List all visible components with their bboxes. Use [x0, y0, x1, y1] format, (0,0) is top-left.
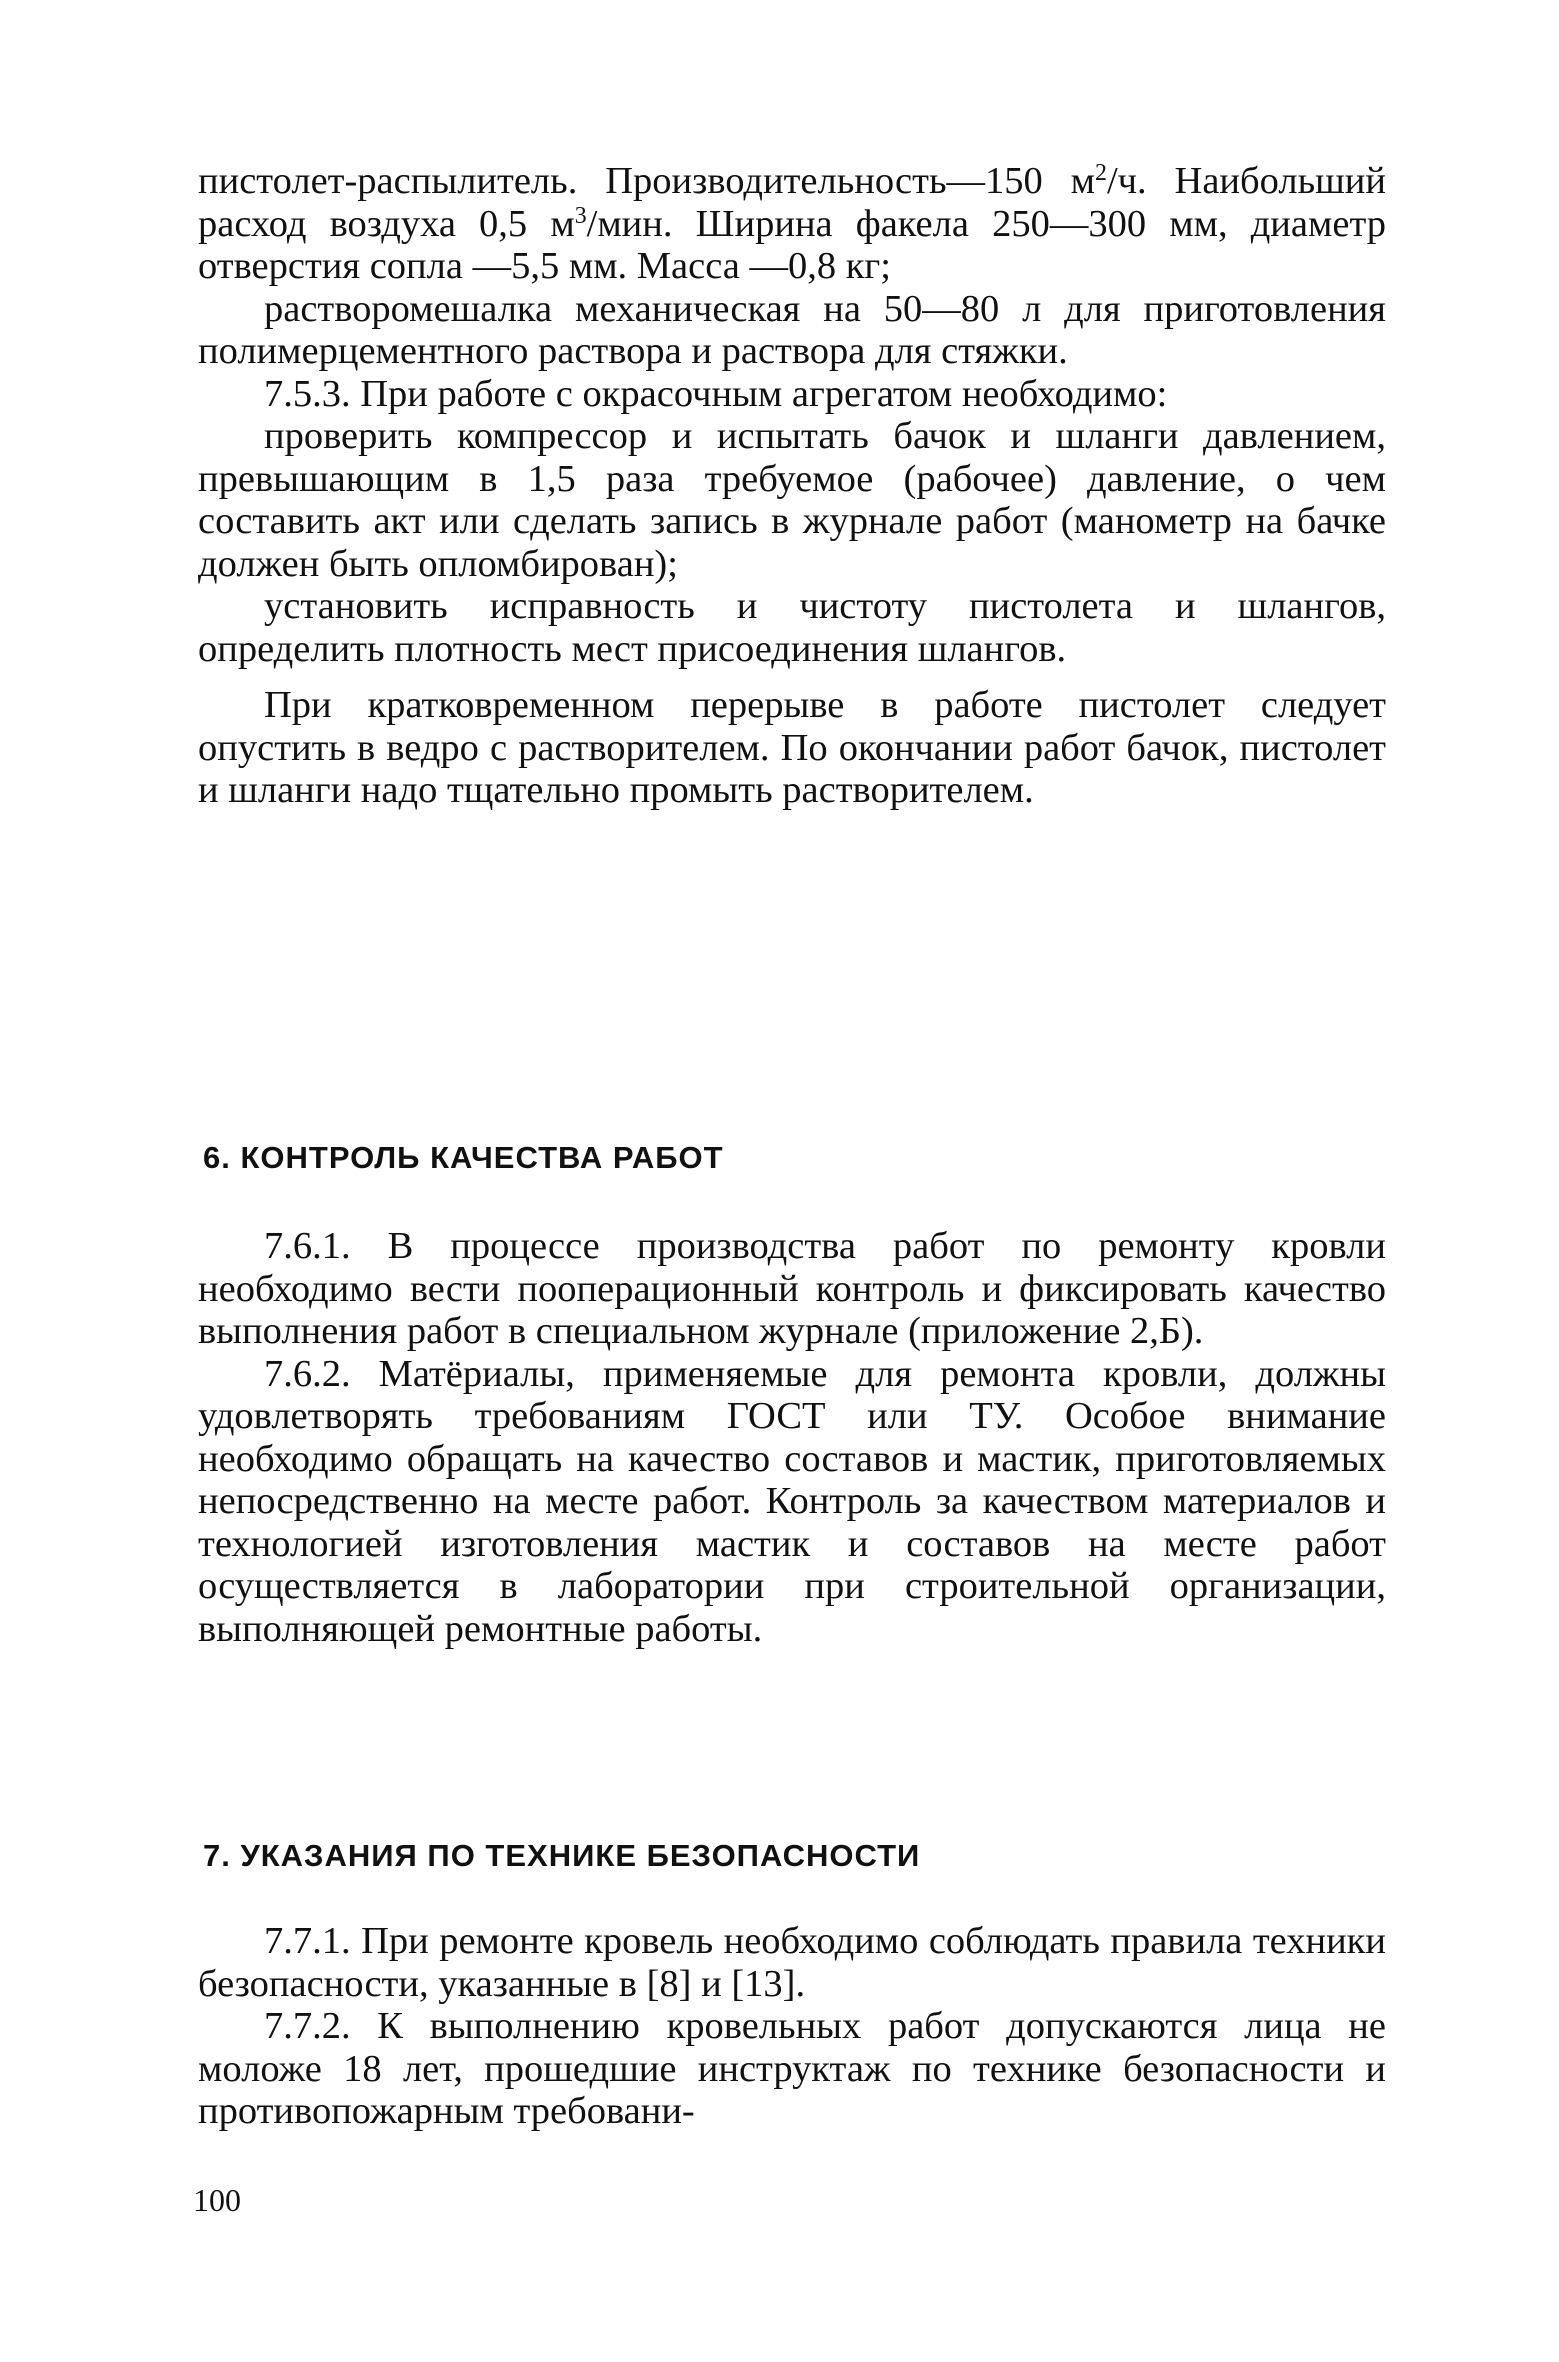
paragraph-check-pistol: установить исправность и чистоту пистолета и шлангов, определить плотность мест присоединения шлангов. — [198, 585, 1386, 670]
text-block-quality — [198, 1225, 1386, 1650]
page-number: 100 — [193, 2182, 241, 2218]
paragraph-mixer: растворомешалка механическая на 50—80 л для приготовления полимерцементного раствора и раствора для стяжки. — [198, 287, 1386, 372]
paragraph-7-7-1: 7.7.1. При ремонте кровель необходимо соблюдать правила техники безопасности, указанные в [8] и [13]. — [198, 1920, 1386, 2005]
section-7-heading: 7. УКАЗАНИЯ ПО ТЕХНИКЕ БЕЗОПАСНОСТИ — [203, 1838, 921, 1873]
paragraph-7-6-2: 7.6.2. Матëриалы, применяемые для ремонта кровли, должны удовлетворять требованиям ГОСТ или ТУ. Особое внимание необходимо обращать на качество составов и мастик, приготовляемых непосредственно на месте работ. Контроль за качеством материалов и технологией изготовления мастик и составов на месте работ осуществляется в лаборатории при строительной организации, выполняющей ремонтные работы. — [198, 1352, 1386, 1650]
paragraph-check-compressor: проверить компрессор и испытать бачок и шланги давлением, превышающим в 1,5 раза требуемое (рабочее) давление, о чем составить акт или сделать запись в журнале работ (манометр на бачке должен быть опломбирован); — [198, 415, 1386, 585]
paragraph-7-5-3: 7.5.3. При работе с окрасочным агрегатом необходимо: — [264, 372, 1168, 415]
paragraph-sprayer: пистолет-распылитель. Производительность—150 $м^2/ч$. Наибольший расход воздуха 0,5 $м^3$/мин. Ширина факела 250—300 мм, диаметр отверстия сопла —5,5 мм. Масса —0,8 кг; — [198, 159, 1386, 287]
paragraph-7-7-2: 7.7.2. К выполнению кровельных работ допускаются лица не моложе 18 лет, прошедшие инструктаж по технике безопасности и противопожарным требовани- — [198, 2005, 1386, 2132]
paragraph-7-6-1: 7.6.1. В процессе производства работ по ремонту кровли необходимо вести пооперационный контроль и фиксировать качество выполнения работ в специальном журнале (приложение 2,Б). — [198, 1225, 1386, 1352]
text-block-equipment — [198, 160, 1386, 812]
text-block-safety — [198, 1920, 1386, 2133]
section-6-heading: 6. КОНТРОЛЬ КАЧЕСТВА РАБОТ — [203, 1140, 724, 1175]
paragraph-break-rules: При кратковременном перерыве в работе пистолет следует опустить в ведро с растворителем. По окончании работ бачок, пистолет и шланги надо тщательно промыть растворителем. — [198, 684, 1386, 811]
